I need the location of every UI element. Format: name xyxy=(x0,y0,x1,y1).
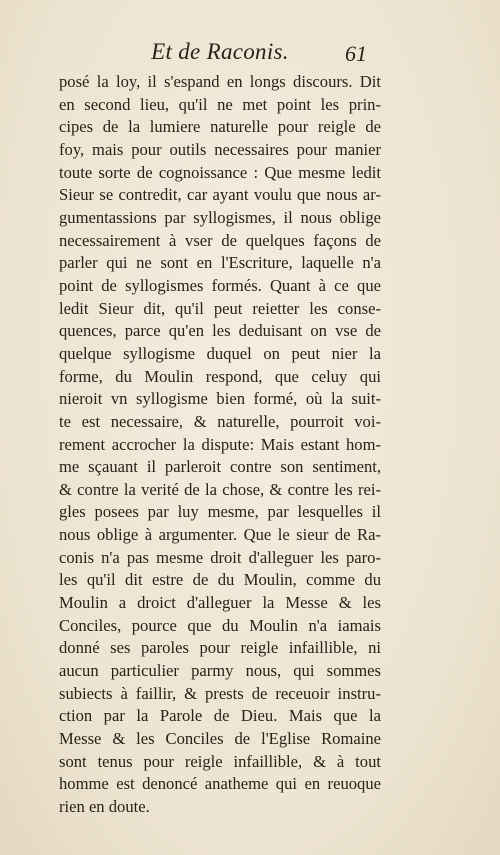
text-line: cipes de la lumiere naturelle pour reigle de xyxy=(59,117,381,137)
text-line: ledit Sieur dit, qu'il peut reietter les conse- xyxy=(59,298,381,318)
text-line: conis n'a pas mesme droit d'alleguer les paro- xyxy=(59,547,381,567)
text-line: aucun particulier parmy nous, qui sommes xyxy=(59,661,381,681)
text-line: te est necessaire, & naturelle, pourroit voi- xyxy=(59,411,381,431)
text-line: necessairement à vser de quelques façons de xyxy=(59,230,381,250)
text-line: nous oblige à argumenter. Que le sieur de Ra- xyxy=(59,525,381,545)
text-line: gumentassions par syllogismes, il nous oblige xyxy=(59,207,381,227)
text-line: Moulin a droict d'alleguer la Messe & les xyxy=(59,593,381,613)
text-line: point de syllogismes formés. Quant à ce que xyxy=(59,275,381,295)
text-line: Conciles, pource que du Moulin n'a iamais xyxy=(59,615,381,635)
text-line: & contre la verité de la chose, & contre les rei- xyxy=(59,479,381,499)
text-line: toute sorte de cognoissance : Que mesme ledit xyxy=(59,162,381,182)
text-line: quences, parce qu'en les deduisant on vse de xyxy=(59,321,381,341)
text-line: en second lieu, qu'il ne met point les prin- xyxy=(59,94,381,114)
text-line: subiects à faillir, & prests de receuoir instru- xyxy=(59,683,381,703)
text-line: sont tenus pour reigle infaillible, & à tout xyxy=(59,751,381,771)
text-line: foy, mais pour outils necessaires pour manier xyxy=(59,139,381,159)
text-line: me sçauant il parleroit contre son sentiment, xyxy=(59,457,381,477)
text-line: gles posees par luy mesme, par lesquelles il xyxy=(59,502,381,522)
text-line: Messe & les Conciles de l'Eglise Romaine xyxy=(59,729,381,749)
text-line: homme est denoncé anatheme qui en reuoque xyxy=(59,774,381,794)
text-line: Sieur se contredit, car ayant voulu que nous ar- xyxy=(59,185,381,205)
text-line: parler qui ne sont en l'Escriture, laquelle n'a xyxy=(59,253,381,273)
text-line: quelque syllogisme duquel on peut nier la xyxy=(59,343,381,363)
text-line: donné ses paroles pour reigle infaillible, ni xyxy=(59,638,381,658)
text-line: forme, du Moulin respond, que celuy qui xyxy=(59,366,381,386)
text-line: rien en doute. xyxy=(59,797,150,816)
text-line: les qu'il dit estre de du Moulin, comme du xyxy=(59,570,381,590)
running-title: Et de Raconis. xyxy=(151,39,289,64)
text-line: nieroit vn syllogisme bien formé, où la suit- xyxy=(59,389,381,409)
text-line: rement accrocher la dispute: Mais estant hom- xyxy=(59,434,381,454)
page-number: 61 xyxy=(345,41,367,66)
text-line: posé la loy, il s'espand en longs discours. Dit xyxy=(59,72,381,91)
text-line: ction par la Parole de Dieu. Mais que la xyxy=(59,706,381,726)
text-block xyxy=(59,71,381,819)
